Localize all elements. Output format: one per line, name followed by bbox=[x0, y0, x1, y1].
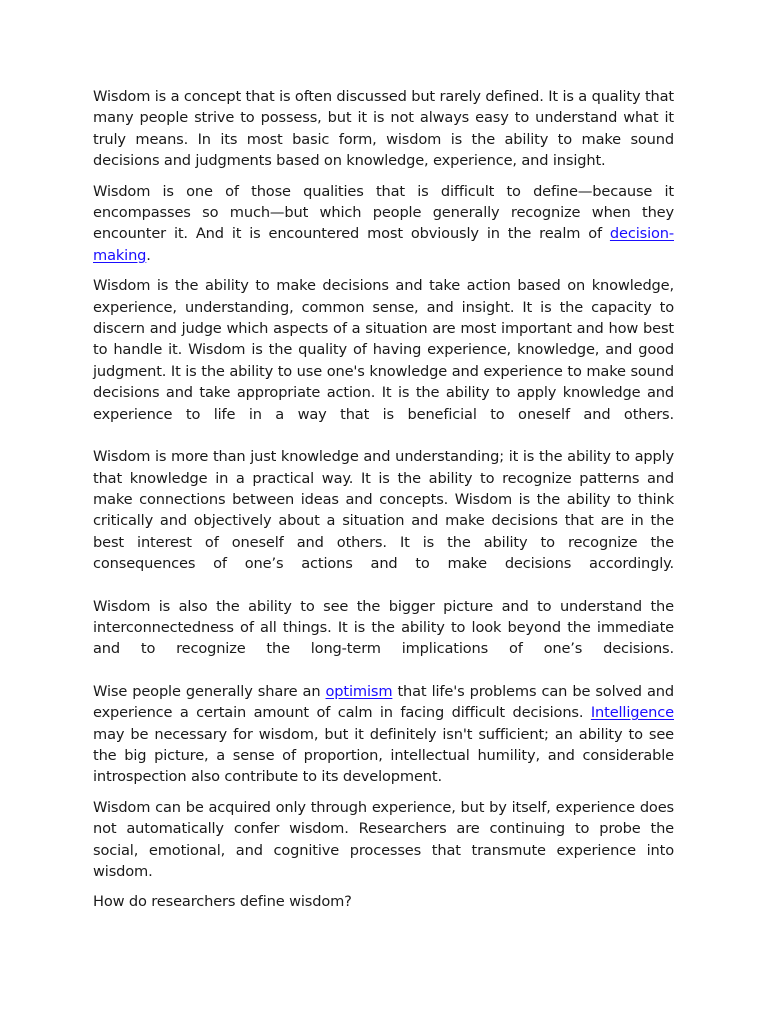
paragraph-definition: Wisdom is the ability to make decisions and take action based on knowledge, experience, understanding, common sense, and insight. It is the capacity to discern and judge which aspects of a situation are most important and how best to handle it. Wisdom is the quality of having experience, knowledge, and good judgment. It is the ability to use one's knowledge and experience to make sound decisions and take appropriate action. It is the ability to apply knowledge and experience to life in a way that is beneficial to oneself and others. bbox=[93, 277, 674, 423]
paragraph-bigger-picture: Wisdom is also the ability to see the bigger picture and to understand the interconnectedness of all things. It is the ability to look beyond the immediate and to recognize the long-term implications of one’s decisions. bbox=[93, 597, 674, 658]
paragraph-text: Wisdom is one of those qualities that is difficult to define—because it encompasses so much—but which people generally recognize when they encounter it. And it is encountered most obviously in the realm of bbox=[93, 182, 674, 243]
paragraph-recognize bbox=[93, 181, 674, 267]
paragraph-wise-people bbox=[93, 681, 674, 788]
link-optimism[interactable]: optimism bbox=[325, 682, 393, 700]
link-intelligence[interactable]: Intelligence bbox=[590, 704, 674, 722]
paragraph-text: that life's problems can be solved and experience a certain amount of calm in facing difficult decisions. bbox=[93, 682, 675, 722]
paragraph-text: . bbox=[146, 246, 151, 264]
link-decision-making[interactable]: decision-making bbox=[93, 225, 674, 264]
paragraph-practical: Wisdom is more than just knowledge and understanding; it is the ability to apply that knowledge in a practical way. It is the ability to recognize patterns and make connections between ideas and concepts. Wisdom is the ability to think critically and objectively about a situation and make decisions that are in the best interest of oneself and others. It is the ability to recognize the consequences of one’s actions and to make decisions accordingly. bbox=[93, 448, 674, 573]
document-body bbox=[93, 86, 674, 922]
paragraph-text: Wise people generally share an bbox=[93, 682, 326, 700]
section-question-heading: How do researchers define wisdom? bbox=[93, 893, 352, 911]
paragraph-text: may be necessary for wisdom, but it definitely isn't sufficient; an ability to see the big picture, a sense of proportion, intellectual humility, and considerable introspection also contribute to its development. bbox=[93, 725, 674, 786]
paragraph-intro: Wisdom is a concept that is often discussed but rarely defined. It is a quality that many people strive to possess, but it is not always easy to understand what it truly means. In its most basic form, wisdom is the ability to make sound decisions and judgments based on knowledge, experience, and insight. bbox=[93, 88, 674, 170]
paragraph-experience: Wisdom can be acquired only through experience, but by itself, experience does not automatically confer wisdom. Researchers are continuing to probe the social, emotional, and cognitive processes that transmute experience into wisdom. bbox=[93, 798, 674, 880]
